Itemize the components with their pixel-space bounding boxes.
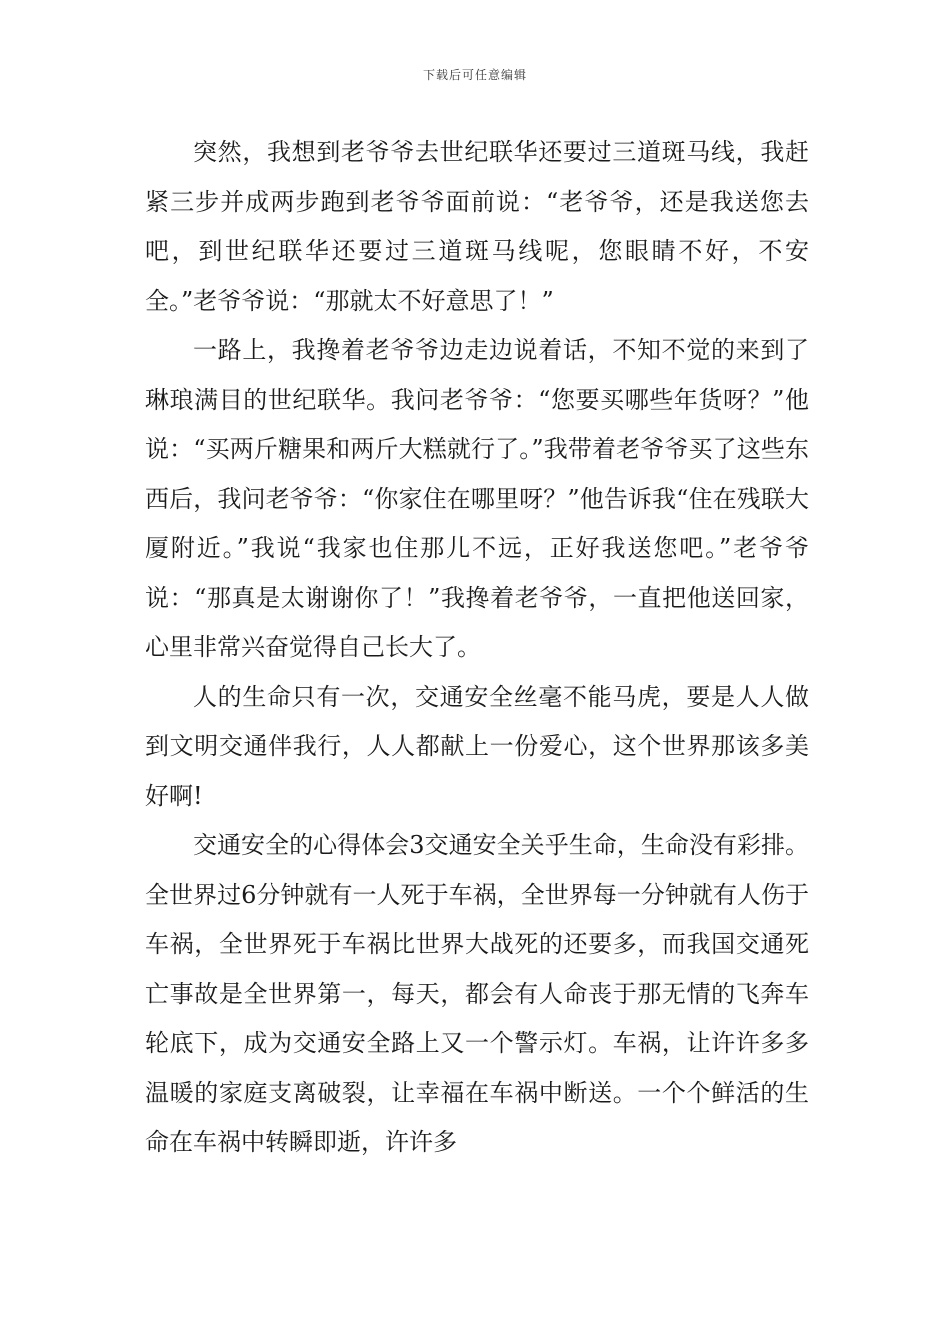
paragraph-3: 人的生命只有一次，交通安全丝毫不能马虎，要是人人做到文明交通伴我行，人人都献上一份爱心，这个世界那该多美好啊!	[145, 682, 809, 810]
paragraph-1: 突然，我想到老爷爷去世纪联华还要过三道斑马线，我赶紧三步并成两步跑到老爷爷面前说：“老爷爷，还是我送您去吧，到世纪联华还要过三道斑马线呢，您眼睛不好，不安全。”老爷爷说：“那就太不好意思了！”	[145, 138, 809, 315]
page-header: 下载后可任意编辑	[422, 68, 527, 82]
document-body	[145, 128, 809, 1168]
paragraph-2: 一路上，我搀着老爷爷边走边说着话，不知不觉的来到了琳琅满目的世纪联华。我问老爷爷：“您要买哪些年货呀？”他说：“买两斤糖果和两斤大糕就行了。”我带着老爷爷买了这些东西后，我问老爷爷：“你家住在哪里呀？”他告诉我“住在残联大厦附近。”我说“我家也住那儿不远，正好我送您吧。”老爷爷说：“那真是太谢谢你了！”我搀着老爷爷，一直把他送回家，心里非常兴奋觉得自己长大了。	[145, 336, 809, 661]
paragraph-4: 交通安全的心得体会3交通安全关乎生命，生命没有彩排。全世界过6分钟就有一人死于车祸，全世界每一分钟就有人伤于车祸，全世界死于车祸比世界大战死的还要多，而我国交通死亡事故是全世界第一，每天，都会有人命丧于那无情的飞奔车轮底下，成为交通安全路上又一个警示灯。车祸，让许许多多温暖的家庭支离破裂，让幸福在车祸中断送。一个个鲜活的生命在车祸中转瞬即逝，许许多	[145, 831, 809, 1156]
